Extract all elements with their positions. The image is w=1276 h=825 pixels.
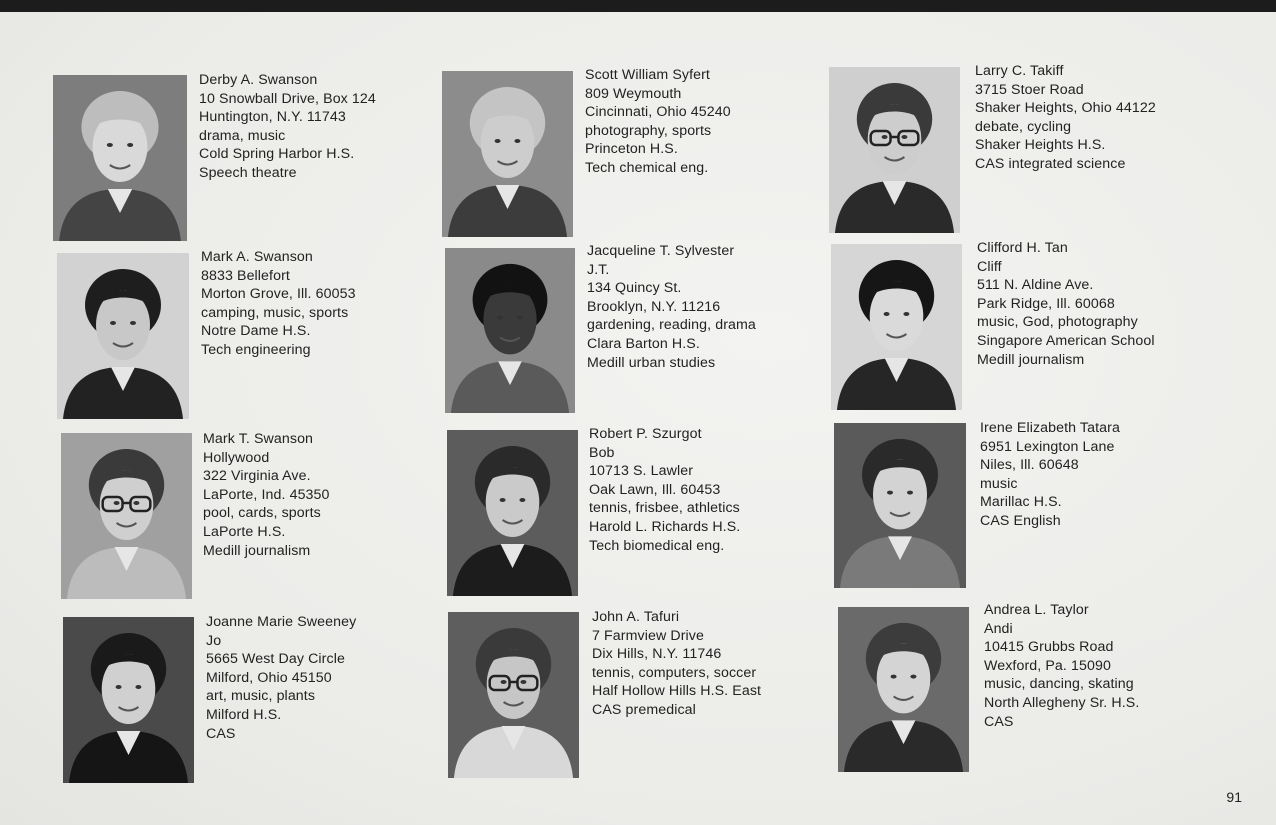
page-number: 91 (1226, 789, 1242, 805)
info-line: Shaker Heights, Ohio 44122 (975, 100, 1156, 117)
student-info (201, 248, 356, 360)
student-name: Clifford H. Tan (977, 240, 1068, 256)
student-name: Robert P. Szurgot (589, 426, 702, 442)
info-line: Medill journalism (977, 351, 1085, 368)
student-photo (57, 253, 189, 419)
info-line: tennis, computers, soccer (592, 664, 757, 681)
student-photo (61, 433, 192, 599)
info-line: Tech chemical eng. (585, 159, 709, 176)
info-line: 7 Farmview Drive (592, 627, 704, 644)
info-line: Cold Spring Harbor H.S. (199, 146, 355, 163)
student-info (592, 608, 761, 720)
info-line: Cliff (977, 258, 1002, 275)
student-info (203, 430, 330, 560)
info-line: Singapore American School (977, 332, 1155, 349)
info-line: 10713 S. Lawler (589, 463, 694, 480)
info-line: music, God, photography (977, 314, 1138, 331)
info-line: LaPorte, Ind. 45350 (203, 486, 330, 503)
info-line: Andi (984, 620, 1013, 637)
info-line: 3715 Stoer Road (975, 81, 1084, 98)
info-line: CAS (206, 725, 236, 742)
info-line: tennis, frisbee, athletics (589, 500, 740, 517)
student-photo (829, 67, 960, 233)
student-info (975, 62, 1156, 174)
student-name: Andrea L. Taylor (984, 602, 1089, 618)
info-line: 322 Virginia Ave. (203, 468, 311, 485)
info-line: CAS premedical (592, 701, 696, 718)
info-line: debate, cycling (975, 118, 1072, 135)
student-info (199, 71, 376, 183)
info-line: Milford, Ohio 45150 (206, 669, 332, 686)
info-line: 134 Quincy St. (587, 280, 682, 297)
info-line: pool, cards, sports (203, 505, 321, 522)
student-info (587, 242, 756, 372)
student-photo (53, 75, 187, 241)
info-line: Milford H.S. (206, 706, 282, 723)
student-name: John A. Tafuri (592, 609, 680, 625)
info-line: CAS English (980, 512, 1061, 529)
info-line: Hollywood (203, 449, 270, 466)
yearbook-page (0, 12, 1276, 825)
info-line: 10415 Grubbs Road (984, 639, 1114, 656)
student-info (589, 425, 740, 555)
info-line: Speech theatre (199, 164, 297, 181)
info-line: LaPorte H.S. (203, 523, 286, 540)
info-line: Medill urban studies (587, 354, 716, 371)
student-info (585, 66, 731, 178)
student-photo (442, 71, 573, 237)
info-line: Harold L. Richards H.S. (589, 518, 741, 535)
info-line: art, music, plants (206, 688, 316, 705)
student-info (977, 239, 1155, 369)
info-line: 511 N. Aldine Ave. (977, 277, 1094, 294)
student-photo (63, 617, 194, 783)
info-line: 10 Snowball Drive, Box 124 (199, 90, 376, 107)
info-line: 5665 West Day Circle (206, 651, 345, 668)
info-line: Cincinnati, Ohio 45240 (585, 104, 731, 121)
student-name: Jacqueline T. Sylvester (587, 243, 735, 259)
info-line: Bob (589, 444, 615, 461)
info-line: gardening, reading, drama (587, 317, 756, 334)
info-line: J.T. (587, 261, 610, 278)
info-line: Park Ridge, Ill. 60068 (977, 295, 1115, 312)
info-line: Medill journalism (203, 542, 311, 559)
info-line: Tech engineering (201, 341, 311, 358)
student-photo (838, 607, 969, 772)
student-name: Mark T. Swanson (203, 431, 314, 447)
info-line: Clara Barton H.S. (587, 335, 700, 352)
info-line: Brooklyn, N.Y. 11216 (587, 298, 721, 315)
info-line: CAS integrated science (975, 155, 1126, 172)
info-line: Shaker Heights H.S. (975, 137, 1106, 154)
info-line: Niles, Ill. 60648 (980, 457, 1079, 474)
info-line: music (980, 475, 1018, 492)
student-name: Mark A. Swanson (201, 249, 313, 265)
student-photo (831, 244, 962, 410)
info-line: Marillac H.S. (980, 494, 1062, 511)
info-line: Half Hollow Hills H.S. East (592, 683, 762, 700)
info-line: drama, music (199, 127, 286, 144)
student-photo (834, 423, 966, 588)
student-name: Scott William Syfert (585, 67, 710, 83)
info-line: camping, music, sports (201, 304, 349, 321)
student-info (984, 601, 1139, 731)
info-line: Jo (206, 632, 222, 649)
student-info (206, 613, 356, 743)
student-photo (445, 248, 575, 413)
info-line: Huntington, N.Y. 11743 (199, 109, 346, 126)
student-photo (448, 612, 579, 778)
info-line: North Allegheny Sr. H.S. (984, 694, 1140, 711)
student-name: Derby A. Swanson (199, 72, 318, 88)
info-line: 809 Weymouth (585, 85, 682, 102)
info-line: Oak Lawn, Ill. 60453 (589, 481, 721, 498)
info-line: Princeton H.S. (585, 141, 678, 158)
info-line: Dix Hills, N.Y. 11746 (592, 646, 722, 663)
info-line: CAS (984, 713, 1014, 730)
info-line: 6951 Lexington Lane (980, 438, 1115, 455)
info-line: Notre Dame H.S. (201, 323, 311, 340)
student-name: Larry C. Takiff (975, 63, 1064, 79)
info-line: Wexford, Pa. 15090 (984, 657, 1111, 674)
student-name: Irene Elizabeth Tatara (980, 420, 1120, 436)
student-photo (447, 430, 578, 596)
info-line: photography, sports (585, 122, 712, 139)
info-line: Tech biomedical eng. (589, 537, 725, 554)
info-line: music, dancing, skating (984, 676, 1134, 693)
student-info (980, 419, 1120, 531)
info-line: 8833 Bellefort (201, 267, 290, 284)
info-line: Morton Grove, Ill. 60053 (201, 286, 356, 303)
student-name: Joanne Marie Sweeney (206, 614, 357, 630)
